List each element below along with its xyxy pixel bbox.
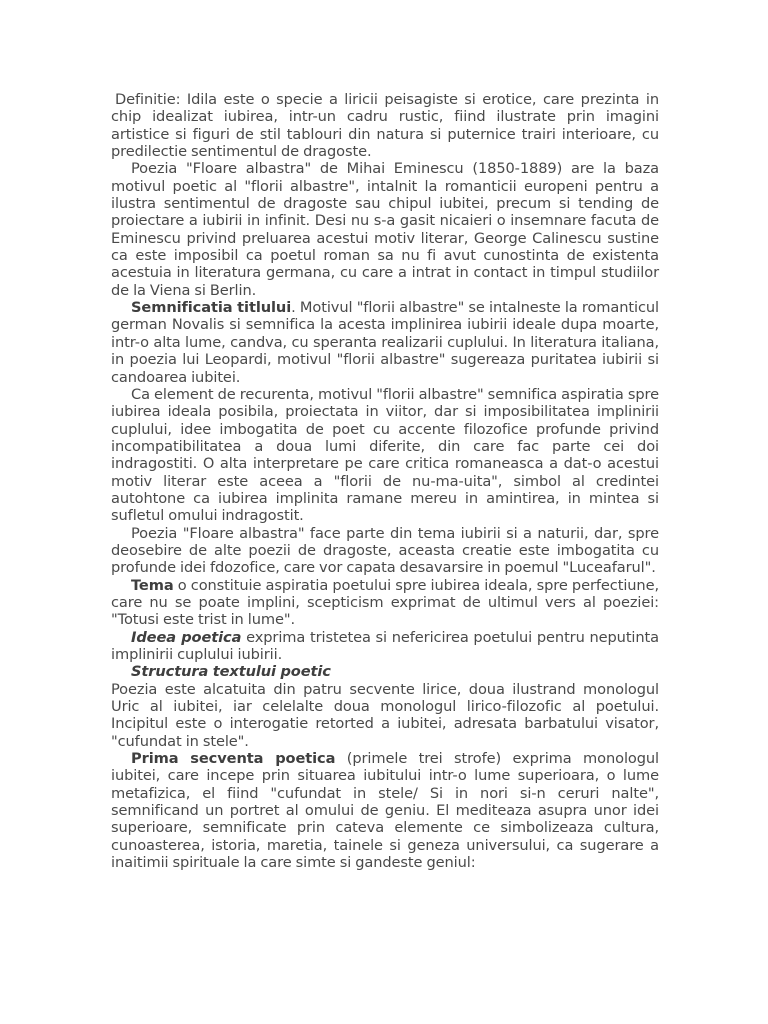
structure-heading-line	[111, 663, 659, 680]
first-sequence-paragraph	[111, 750, 659, 871]
theme-heading: Tema	[131, 576, 174, 594]
structure-heading: Structura textului poetic	[131, 663, 331, 681]
theme-context-paragraph: Poezia "Floare albastra" face parte din tema iubirii si a naturii, dar, spre deosebire de alte poezii de dragoste, aceasta creatie este imbogatita cu profunde idei fdozofice, care vor capata desavarsire in poemul "Luceafarul".	[111, 524, 659, 577]
title-meaning-paragraph	[111, 299, 659, 386]
poetic-idea-paragraph	[111, 629, 659, 664]
theme-paragraph	[111, 577, 659, 629]
title-meaning-heading: Semnificatia titlului	[131, 299, 292, 317]
theme-text: o constituie aspiratia poetului spre iubirea ideala, spre perfectiune, care nu se poate implini, scepticism exprimat de ultimul vers al poeziei: "Totusi este trist in lume".	[111, 576, 659, 629]
poetic-idea-text: exprima tristetea si nefericirea poetului pentru neputinta implinirii cuplului iubirii.	[111, 628, 660, 663]
structure-paragraph: Poezia este alcatuita din patru secvente lirice, doua ilustrand monologul Uric al iubitei, iar celelalte doua monologul lirico-filozofic al poetului. Incipitul este o interogatie retorted a iubitei, adresata barbatului visator, "cufundat in stele".	[111, 680, 659, 750]
first-sequence-text: (primele trei strofe) exprima monologul iubitei, care incepe prin situarea iubitului intr-o lume superioara, o lume metafizica, el fiind "cufundat in stele/ Si in nori si-n ceruri nalte", semnificand un portret al omului de geniu. El mediteaza asupra unor idei superioare, semnificate prin cateva elemente ce simbolizeaza cultura, cunoasterea, istoria, maretia, tainele si geneza universului, ca sugerare a inaitimii spirituale la care simte si gandeste geniul:	[111, 750, 660, 872]
intro-paragraph: Poezia "Floare albastra" de Mihai Eminescu (1850-1889) are la baza motivul poetic al "florii albastre", intalnit la romanticii europeni pentru a ilustra sentimentul de dragoste sau chipul iubitei, precum si tending de proiectare a iubirii in infinit. Desi nu s-a gasit nicaieri o insemnare facuta de Eminescu privind preluarea acestui motiv literar, George Calinescu sustine ca este imposibil ca poetul roman sa nu fi avut cunostinta de existenta acestuia in literatura germana, cu care a intrat in contact in timpul studiilor de la Viena si Berlin.	[111, 160, 659, 299]
document-page	[111, 91, 659, 871]
definition-paragraph: Definitie: Idila este o specie a liricii peisagiste si erotice, care prezinta in chip idealizat iubirea, intr-un cadru rustic, fiind ilustrate prin imagini artistice si figuri de stil tablouri din natura si puternice trairi interioare, cu predilectie sentimentul de dragoste.	[111, 91, 659, 161]
title-meaning-text: . Motivul "florii albastre" se intalneste la romanticul german Novalis si semnifica la acesta implinirea iubirii ideale dupa moarte, intr-o alta lume, candva, cu speranta realizarii cuplului. In literatura italiana, in poezia lui Leopardi, motivul "florii albastre" sugereaza puritatea iubirii si candoarea iubitei.	[111, 299, 660, 386]
poetic-idea-heading: Ideea poetica	[131, 628, 242, 646]
recurrence-paragraph: Ca element de recurenta, motivul "florii albastre" semnifica aspiratia spre iubirea ideala posibila, proiectata in viitor, dar si imposibilitatea implinirii cuplului, idee imbogatita de poet cu accente filozofice profunde privind incompatibilitatea a doua lumi diferite, din care fac parte cei doi indragostiti. O alta interpretare pe care critica romaneasca a dat-o acestui motiv literar este aceea a "florii de nu-ma-uita", simbol al credintei autohtone ca iubirea implinita ramane mereu in amintirea, in mintea si sufletul omului indragostit.	[111, 385, 659, 525]
first-sequence-heading: Prima secventa poetica	[131, 750, 336, 768]
